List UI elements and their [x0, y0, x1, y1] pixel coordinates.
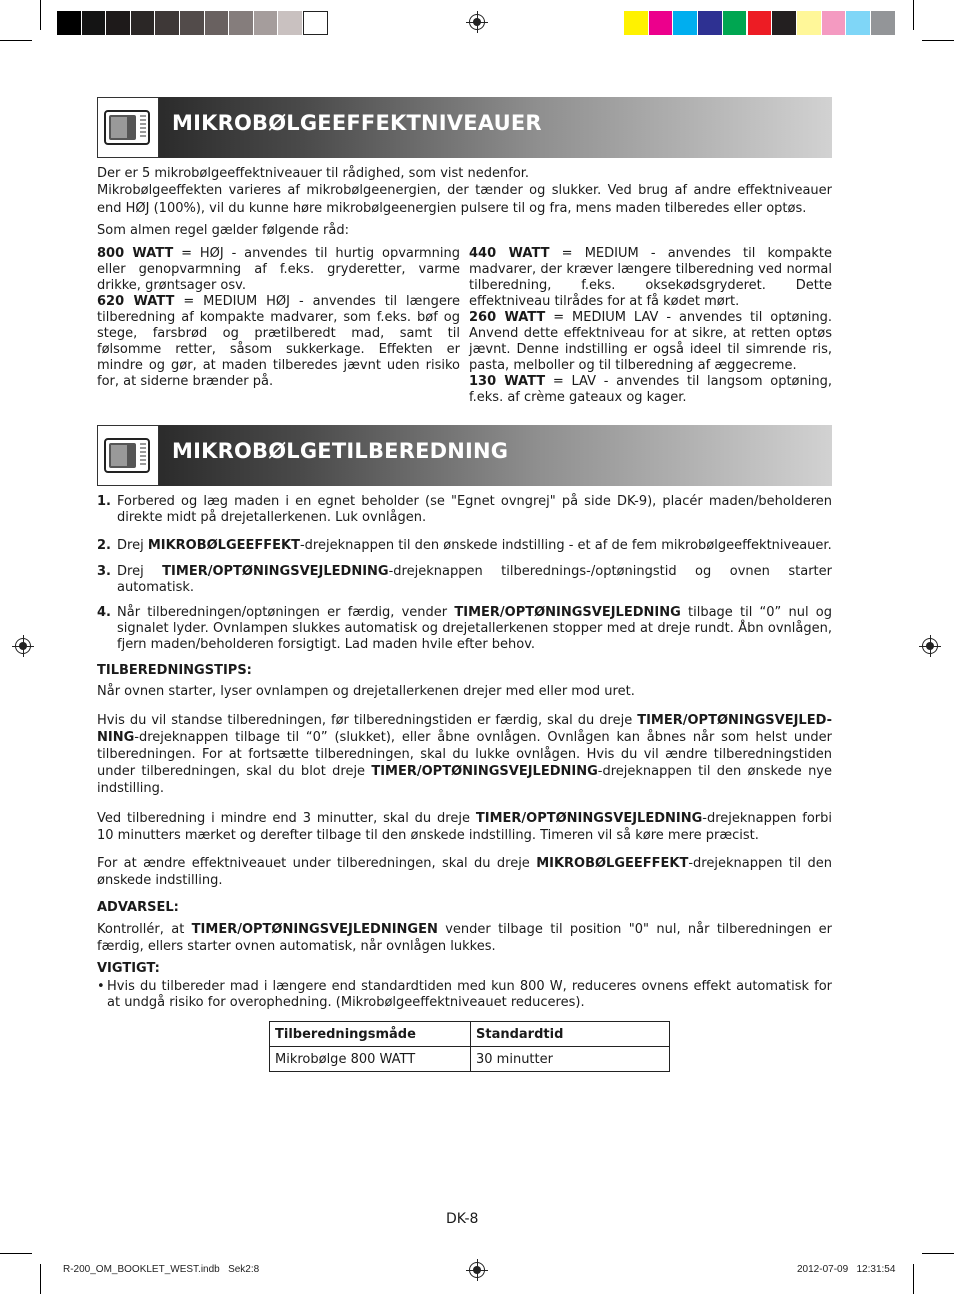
important-text: Hvis du tilbereder mad i længere end standardtiden med kun 800 W, reduceres ovnens effekt automatisk for at undgå risiko for overophedning. (Mikrobølgeeffektniveauet reduceres).: [107, 979, 832, 1010]
step-number: 3.: [97, 564, 111, 579]
tip-paragraph: Når ovnen starter, lyser ovnlampen og drejetallerkenen drejer med eller mod uret.: [97, 684, 635, 699]
important-heading: VIGTIGT:: [97, 961, 160, 976]
section-heading-power-levels: [97, 97, 832, 158]
step-text: Drej MIKROBØLGEEFFEKT-drejeknappen til den ønskede indstilling - et af de fem mikrobølgeeffektniveauer.: [117, 538, 832, 553]
color-swatch: [624, 11, 649, 35]
crop-mark: [0, 1253, 32, 1254]
step-text: Forbered og læg maden i en egnet beholder (se "Egnet ovngrej" på side DK-9), placér maden/beholderen direkte midt på drejetallerkenen. Luk ovnlågen.: [117, 494, 832, 525]
color-swatch: [673, 11, 698, 35]
power-levels-left-column: [97, 246, 460, 390]
step-text: Når tilberedningen/optøningen er færdig, vender TIMER/OPTØNINGSVEJLEDNING tilbage til “0” nul og signalet lyder. Ovnlampen slukkes automatisk og drejetallerkenen stopper med at dreje rundt. Åbn ovnlågen, fjern maden/beholderen forsigtigt. Lad maden hvile efter behov.: [117, 605, 832, 652]
warning-heading: ADVARSEL:: [97, 900, 179, 915]
intro-paragraph: [97, 166, 832, 218]
power-level-item: 130 WATT = LAV - anvendes til langsom optøning, f.eks. af crème gateaux og kager.: [469, 374, 832, 405]
table-header-row: [270, 1022, 670, 1047]
color-swatch: [649, 11, 674, 35]
crop-mark: [922, 1253, 954, 1254]
color-swatch: [748, 11, 773, 35]
intro-advice: Som almen regel gælder følgende råd:: [97, 223, 349, 238]
power-level-item: 440 WATT = MEDIUM - anvendes til kompakte madvarer, der kræver længere tilberedning ved normal tilberedning, f.eks. oksekødsgryderet. Dette effektniveau tilrådes for at få kødet mørt.: [469, 246, 832, 309]
intro-line: Der er 5 mikrobølgeeffektniveauer til rådighed, som vist nedenfor.: [97, 166, 530, 181]
color-swatch: [82, 11, 107, 35]
color-swatch: [871, 11, 896, 35]
standard-time-table: [269, 1021, 670, 1072]
color-swatch: [131, 11, 156, 35]
color-swatch: [723, 11, 748, 35]
registration-mark-icon: [922, 638, 938, 654]
color-swatch: [205, 11, 230, 35]
crop-mark: [40, 0, 41, 30]
section-title: MIKROBØLGETILBEREDNING: [172, 439, 509, 463]
page-number: DK-8: [446, 1211, 479, 1227]
crop-mark: [913, 0, 914, 30]
color-swatch: [180, 11, 205, 35]
color-swatch: [229, 11, 254, 35]
crop-mark: [922, 40, 954, 41]
power-level-item: 620 WATT = MEDIUM HØJ - anvendes til længere tilberedning af kompakte madvarer, som f.eks. bøf og stege, farsbrød og prætilberedt mad, samt til følsomme retter, såsom sukkerkage. Effekten er mindre og gør, at maden tilberedes jævnt uden risiko for, at siderne brænder på.: [97, 294, 460, 389]
color-swatch: [797, 11, 822, 35]
color-swatch: [155, 11, 180, 35]
registration-mark-icon: [15, 638, 31, 654]
table-header-cell: Tilberedningsmåde: [270, 1022, 471, 1047]
step-text: Drej TIMER/OPTØNINGSVEJLEDNING-drejeknappen tilberednings-/optøningstid og ovnen starter automatisk.: [117, 564, 832, 595]
bullet-icon: •: [97, 979, 105, 994]
color-swatch: [303, 11, 328, 35]
microwave-icon: [97, 425, 159, 486]
color-swatch: [57, 11, 82, 35]
table-row: [270, 1047, 670, 1072]
power-level-item: 260 WATT = MEDIUM LAV - anvendes til optøning. Anvend dette effektniveau for at sikre, at retten optøs jævnt. Denne indstilling er også ideel til simrende ris, pasta, melboller og til tilberedning af æggecreme.: [469, 310, 832, 373]
crop-mark: [40, 1264, 41, 1294]
tips-heading: TILBEREDNINGSTIPS:: [97, 663, 252, 678]
footer-date-slug: 2012-07-09 12:31:54: [797, 1264, 896, 1275]
section-title: MIKROBØLGEEFFEKTNIVEAUER: [172, 111, 542, 135]
tip-paragraph: Hvis du vil standse tilberedningen, før tilberedningstiden er færdig, skal du dreje TIMER/OPTØNINGSVEJLED-NING-drejeknappen tilbage til “0” (slukket), eller åbne ovnlågen. Ovnlågen kan åbnes når som helst under tilberedningen. For at fortsætte tilberedningen, skal du lukke ovnlågen. Hvis du vil ændre tilberedningstiden under tilberedningen, skal du blot dreje TIMER/OPTØNINGSVEJLEDNING-drejeknappen til den ønskede nye indstilling.: [97, 713, 832, 796]
power-level-item: 800 WATT = HØJ - anvendes til hurtig opvarmning eller genopvarmning af f.eks. gryderetter, varme drikke, grøntsager osv.: [97, 246, 460, 293]
color-swatch: [846, 11, 871, 35]
microwave-icon: [97, 97, 159, 158]
registration-mark-icon: [469, 1262, 485, 1278]
warning-text: Kontrollér, at TIMER/OPTØNINGSVEJLEDNINGEN vender tilbage til position "0" nul, når tilberedningen er færdig, ellers starter ovnen automatisk, når ovnlågen lukkes.: [97, 922, 832, 954]
color-swatch: [106, 11, 131, 35]
table-header-cell: Standardtid: [471, 1022, 670, 1047]
section-heading-microwave-cooking: [97, 425, 832, 486]
tip-paragraph: For at ændre effektniveauet under tilberedningen, skal du dreje MIKROBØLGEEFFEKT-drejeknappen til den ønskede indstilling.: [97, 856, 832, 888]
step-number: 2.: [97, 538, 111, 553]
color-swatch: [822, 11, 847, 35]
step-number: 1.: [97, 494, 111, 509]
footer-file-slug: R-200_OM_BOOKLET_WEST.indb Sek2:8: [63, 1264, 260, 1275]
color-swatch: [254, 11, 279, 35]
color-swatch: [772, 11, 797, 35]
crop-mark: [913, 1264, 914, 1294]
table-cell: 30 minutter: [471, 1047, 670, 1072]
step-number: 4.: [97, 605, 111, 620]
tip-paragraph: Ved tilberedning i mindre end 3 minutter, skal du dreje TIMER/OPTØNINGSVEJLEDNING-drejeknappen forbi 10 minutters mærket og derefter tilbage til den ønskede indstilling. Timeren vil så køre mere præcist.: [97, 811, 832, 843]
intro-line: Mikrobølgeeffekten varieres af mikrobølgeenergien, der tænder og slukker. Ved brug af andre effektniveauer end HØJ (100%), vil du kunne høre mikrobølgeenergien pulsere til og fra, mens maden tilberedes eller optøs.: [97, 183, 832, 216]
registration-mark-icon: [469, 14, 485, 30]
power-levels-right-column: [469, 246, 832, 406]
table-cell: Mikrobølge 800 WATT: [270, 1047, 471, 1072]
color-swatch: [698, 11, 723, 35]
color-swatch: [278, 11, 303, 35]
crop-mark: [0, 40, 32, 41]
